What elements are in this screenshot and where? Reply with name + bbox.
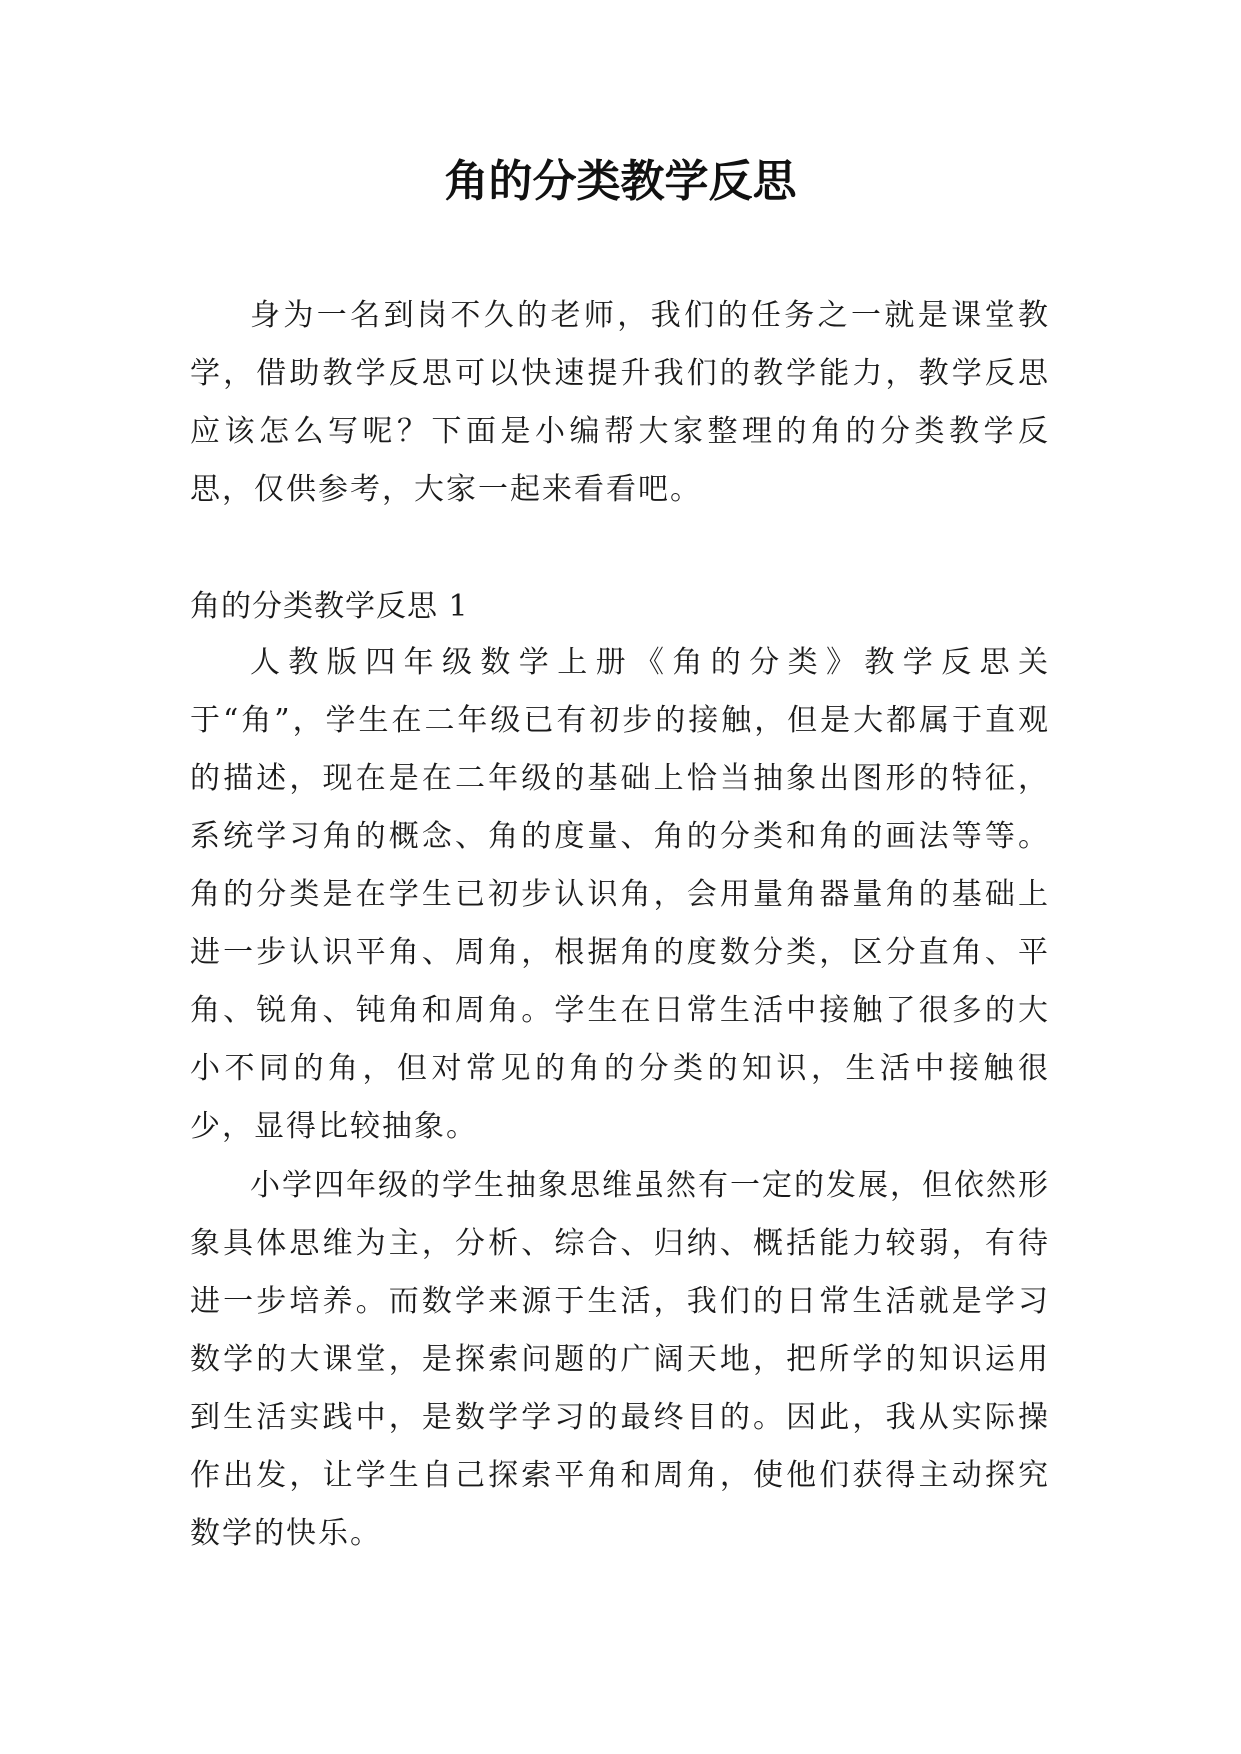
section-heading: 角的分类教学反思 1: [190, 589, 469, 624]
document-title: 角的分类教学反思: [444, 156, 797, 207]
body-paragraph-2: 小学四年级的学生抽象思维虽然有一定的发展，但依然形象具体思维为主，分析、综合、归纳、概括能力较弱，有待进一步培养。而数学来源于生活，我们的日常生活就是学习数学的大课堂，是探索问题的广阔天地，把所学的知识运用到生活实践中，是数学学习的最终目的。因此，我从实际操作出发，让学生自己探索平角和周角，使他们获得主动探究数学的快乐。: [190, 1168, 1050, 1551]
body-paragraph-1: 人教版四年级数学上册《角的分类》教学反思关于“角”，学生在二年级已有初步的接触，但是大都属于直观的描述，现在是在二年级的基础上恰当抽象出图形的特征，系统学习角的概念、角的度量、角的分类和角的画法等等。角的分类是在学生已初步认识角，会用量角器量角的基础上进一步认识平角、周角，根据角的度数分类，区分直角、平角、锐角、钝角和周角。学生在日常生活中接触了很多的大小不同的角，但对常见的角的分类的知识，生活中接触很少，显得比较抽象。: [190, 645, 1050, 1144]
intro-paragraph: 身为一名到岗不久的老师，我们的任务之一就是课堂教学，借助教学反思可以快速提升我们的教学能力，教学反思应该怎么写呢？下面是小编帮大家整理的角的分类教学反思，仅供参考，大家一起来看看吧。: [190, 298, 1050, 507]
